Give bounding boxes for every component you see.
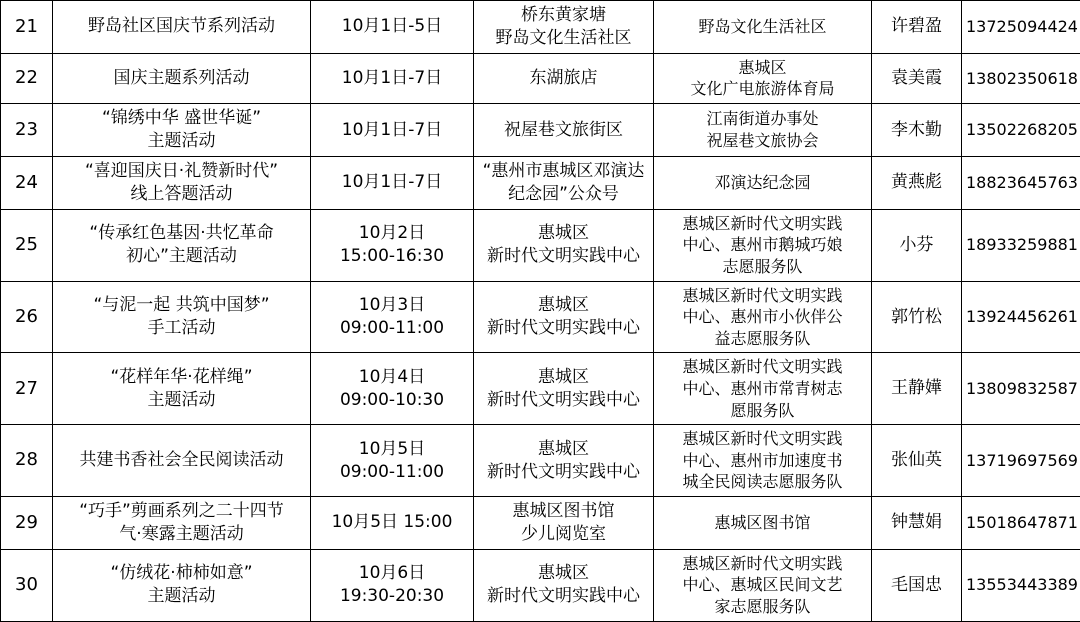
activity-time-line: 10月1日-5日 [315, 15, 469, 38]
contact-person-line: 郭竹松 [876, 306, 957, 329]
row-number: 25 [1, 209, 53, 281]
activity-name [53, 549, 311, 621]
organizer-line: 中心、惠州市加速度书 [658, 450, 867, 472]
contact-phone [962, 53, 1080, 103]
table-row [1, 104, 1080, 157]
contact-person-line: 小芬 [876, 234, 957, 257]
organizer-line: 中心、惠州市小伙伴公 [658, 306, 867, 328]
activity-place-line: 惠城区图书馆 [478, 500, 649, 523]
activity-place [474, 281, 654, 353]
row-number: 23 [1, 104, 53, 157]
row-number: 26 [1, 281, 53, 353]
activity-time [311, 209, 474, 281]
organizer-line: 益志愿服务队 [658, 328, 867, 350]
activity-time-line: 10月4日 [315, 366, 469, 389]
activity-place-line: 惠城区 [478, 222, 649, 245]
activity-time [311, 353, 474, 425]
activity-name [53, 156, 311, 209]
activity-name [53, 53, 311, 103]
contact-person [872, 496, 962, 549]
activity-place-line: 新时代文明实践中心 [478, 317, 649, 340]
activity-place [474, 1, 654, 54]
activity-name-line: 线上答题活动 [57, 183, 306, 206]
activity-name-line: “传承红色基因·共忆革命 [57, 222, 306, 245]
table-row [1, 209, 1080, 281]
activity-name-line: 手工活动 [57, 317, 306, 340]
table-row [1, 281, 1080, 353]
activity-time [311, 104, 474, 157]
activity-name-line: 共建书香社会全民阅读活动 [57, 449, 306, 472]
activity-place-line: 新时代文明实践中心 [478, 461, 649, 484]
activity-name-line: 主题活动 [57, 389, 306, 412]
contact-person-line: 黄燕彪 [876, 171, 957, 194]
activity-name-line: 国庆主题系列活动 [57, 67, 306, 90]
activity-place-line: 惠城区 [478, 438, 649, 461]
organizer [654, 1, 872, 54]
activity-name [53, 104, 311, 157]
organizer-line: 惠城区新时代文明实践 [658, 553, 867, 575]
activity-place-line: 新时代文明实践中心 [478, 389, 649, 412]
contact-person-line: 毛国忠 [876, 574, 957, 597]
activity-name [53, 281, 311, 353]
activity-name-line: 野岛社区国庆节系列活动 [57, 15, 306, 38]
contact-phone-line: 13809832587 [966, 378, 1076, 400]
contact-person-line: 钟慧娟 [876, 511, 957, 534]
activity-time-line: 10月5日 15:00 [315, 511, 469, 534]
organizer-line: 惠城区新时代文明实践 [658, 213, 867, 235]
organizer-line: 中心、惠城区民间文艺 [658, 574, 867, 596]
activity-place-line: 新时代文明实践中心 [478, 585, 649, 608]
activity-time-line: 10月3日 [315, 294, 469, 317]
contact-person-line: 李木勤 [876, 119, 957, 142]
activity-time-line: 09:00-11:00 [315, 461, 469, 484]
organizer [654, 53, 872, 103]
activity-time-line: 10月1日-7日 [315, 67, 469, 90]
activity-time-line: 19:30-20:30 [315, 585, 469, 608]
organizer [654, 209, 872, 281]
row-number: 21 [1, 1, 53, 54]
contact-phone [962, 549, 1080, 621]
activity-name [53, 209, 311, 281]
activity-name-line: “仿绒花·柿柿如意” [57, 562, 306, 585]
organizer-line: 城全民阅读志愿服务队 [658, 471, 867, 493]
activity-time [311, 496, 474, 549]
contact-person-line: 王静嬅 [876, 377, 957, 400]
organizer [654, 281, 872, 353]
row-number: 28 [1, 425, 53, 497]
contact-person [872, 281, 962, 353]
activity-name [53, 353, 311, 425]
contact-phone-line: 13502268205 [966, 119, 1076, 141]
activity-time-line: 09:00-11:00 [315, 317, 469, 340]
table-row [1, 1, 1080, 54]
contact-person [872, 549, 962, 621]
contact-phone-line: 13725094424 [966, 16, 1076, 38]
table-row [1, 353, 1080, 425]
activity-name-line: “喜迎国庆日·礼赞新时代” [57, 160, 306, 183]
activity-time-line: 10月6日 [315, 562, 469, 585]
activity-time [311, 156, 474, 209]
row-number: 22 [1, 53, 53, 103]
activity-place-line: 桥东黄家塘 [478, 4, 649, 27]
organizer-line: 愿服务队 [658, 400, 867, 422]
organizer-line: 志愿服务队 [658, 256, 867, 278]
contact-phone-line: 13553443389 [966, 574, 1076, 596]
contact-phone [962, 104, 1080, 157]
organizer-line: 惠城区新时代文明实践 [658, 285, 867, 307]
contact-phone-line: 13719697569 [966, 450, 1076, 472]
organizer-line: 野岛文化生活社区 [658, 16, 867, 38]
contact-phone [962, 425, 1080, 497]
contact-person [872, 1, 962, 54]
activity-name-line: “与泥一起 共筑中国梦” [57, 294, 306, 317]
activity-place [474, 156, 654, 209]
activity-name-line: 主题活动 [57, 130, 306, 153]
activity-place-line: 纪念园”公众号 [478, 183, 649, 206]
contact-person [872, 209, 962, 281]
organizer [654, 496, 872, 549]
contact-phone [962, 281, 1080, 353]
contact-person [872, 156, 962, 209]
activity-name [53, 1, 311, 54]
contact-phone [962, 496, 1080, 549]
contact-phone-line: 15018647871 [966, 512, 1076, 534]
activity-name-line: 初心”主题活动 [57, 245, 306, 268]
activity-place [474, 104, 654, 157]
contact-phone-line: 13924456261 [966, 306, 1076, 328]
contact-phone [962, 1, 1080, 54]
activity-name [53, 496, 311, 549]
activity-place [474, 53, 654, 103]
activity-time [311, 1, 474, 54]
organizer [654, 549, 872, 621]
organizer-line: 惠城区 [658, 57, 867, 79]
activity-name-line: “锦绣中华 盛世华诞” [57, 107, 306, 130]
organizer-line: 家志愿服务队 [658, 596, 867, 618]
organizer-line: 中心、惠州市常青树志 [658, 378, 867, 400]
contact-phone [962, 353, 1080, 425]
contact-person [872, 425, 962, 497]
activity-place-line: 野岛文化生活社区 [478, 27, 649, 50]
organizer-line: 祝屋巷文旅协会 [658, 130, 867, 152]
activity-time-line: 10月5日 [315, 438, 469, 461]
activity-time-line: 15:00-16:30 [315, 245, 469, 268]
contact-person-line: 张仙英 [876, 449, 957, 472]
organizer-line: 文化广电旅游体育局 [658, 78, 867, 100]
activity-name-line: 主题活动 [57, 585, 306, 608]
activity-place-line: 惠城区 [478, 562, 649, 585]
organizer [654, 353, 872, 425]
contact-phone-line: 13802350618 [966, 68, 1076, 90]
activity-name-line: “巧手”剪画系列之二十四节 [57, 500, 306, 523]
activity-time-line: 10月1日-7日 [315, 171, 469, 194]
activity-time [311, 53, 474, 103]
activity-place-line: 惠城区 [478, 366, 649, 389]
activity-place [474, 425, 654, 497]
contact-phone [962, 156, 1080, 209]
activity-name [53, 425, 311, 497]
contact-person-line: 许碧盈 [876, 15, 957, 38]
activity-time [311, 281, 474, 353]
activity-place [474, 353, 654, 425]
activity-place-line: 少儿阅览室 [478, 523, 649, 546]
row-number: 30 [1, 549, 53, 621]
table-row [1, 156, 1080, 209]
activity-place [474, 496, 654, 549]
activity-place-line: 惠城区 [478, 294, 649, 317]
organizer-line: 惠城区新时代文明实践 [658, 356, 867, 378]
activity-time-line: 10月1日-7日 [315, 119, 469, 142]
contact-person-line: 袁美霞 [876, 67, 957, 90]
contact-phone [962, 209, 1080, 281]
organizer-line: 惠城区图书馆 [658, 512, 867, 534]
activity-time [311, 425, 474, 497]
contact-person [872, 53, 962, 103]
contact-person [872, 353, 962, 425]
activity-time-line: 09:00-10:30 [315, 389, 469, 412]
organizer-line: 邓演达纪念园 [658, 172, 867, 194]
table-row [1, 496, 1080, 549]
table-row [1, 425, 1080, 497]
activity-place-line: 东湖旅店 [478, 67, 649, 90]
organizer [654, 104, 872, 157]
organizer-line: 江南街道办事处 [658, 108, 867, 130]
row-number: 29 [1, 496, 53, 549]
organizer-line: 中心、惠州市鹅城巧娘 [658, 234, 867, 256]
contact-phone-line: 18933259881 [966, 234, 1076, 256]
organizer-line: 惠城区新时代文明实践 [658, 428, 867, 450]
table-row [1, 549, 1080, 621]
activity-place [474, 549, 654, 621]
row-number: 24 [1, 156, 53, 209]
table-row [1, 53, 1080, 103]
organizer [654, 156, 872, 209]
activity-time [311, 549, 474, 621]
contact-phone-line: 18823645763 [966, 172, 1076, 194]
contact-person [872, 104, 962, 157]
organizer [654, 425, 872, 497]
activity-name-line: 气·寒露主题活动 [57, 523, 306, 546]
activity-place-line: 祝屋巷文旅街区 [478, 119, 649, 142]
activity-place-line: 新时代文明实践中心 [478, 245, 649, 268]
activity-place [474, 209, 654, 281]
row-number: 27 [1, 353, 53, 425]
activity-time-line: 10月2日 [315, 222, 469, 245]
activity-place-line: “惠州市惠城区邓演达 [478, 160, 649, 183]
activity-name-line: “花样年华·花样绳” [57, 366, 306, 389]
